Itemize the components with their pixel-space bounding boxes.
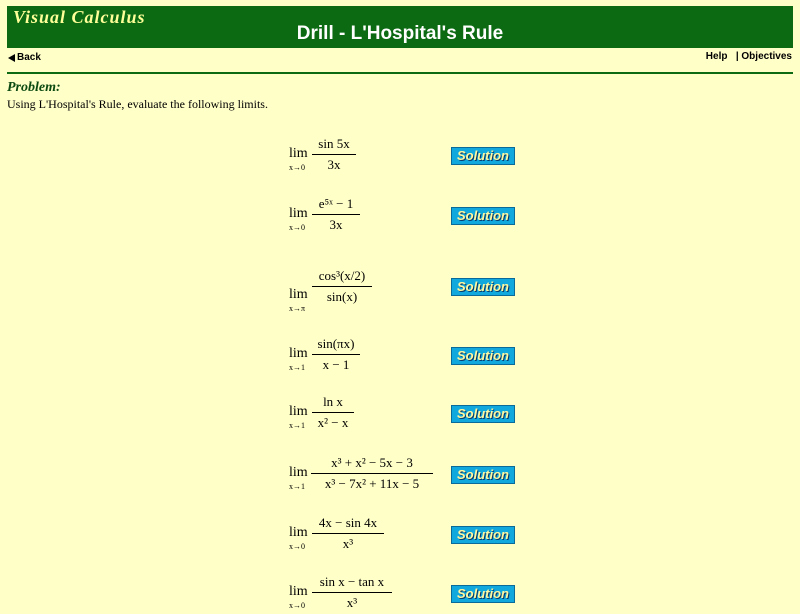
fraction-bar (312, 533, 384, 534)
problem-instructions: Using L'Hospital's Rule, evaluate the following limits. (7, 97, 268, 111)
fraction-bar (312, 214, 360, 215)
limit-fraction (312, 336, 360, 373)
lim-approach: x→π (289, 304, 306, 313)
solution-button-3[interactable]: Solution (451, 278, 515, 296)
denominator: x³ (346, 595, 358, 610)
limit-row-5 (287, 394, 527, 434)
fraction-bar (311, 473, 433, 474)
denominator: x³ − 7x² + 11x − 5 (324, 476, 420, 491)
back-button[interactable] (8, 52, 41, 63)
numerator: e⁵ˣ − 1 (318, 196, 354, 211)
denominator: 3x (329, 217, 343, 232)
limit-fraction (312, 136, 356, 173)
lim-label: lim (289, 206, 308, 221)
fraction-bar (312, 154, 356, 155)
page-title: Drill - L'Hospital's Rule (296, 23, 504, 44)
solution-button-8[interactable]: Solution (451, 585, 515, 603)
lim-label: lim (289, 287, 308, 302)
limit-row-3 (287, 262, 527, 318)
lim-approach: x→1 (289, 421, 305, 430)
limit-fraction (311, 455, 433, 492)
limit-fraction (312, 574, 392, 611)
lim-label: lim (289, 465, 308, 480)
limit-fraction (312, 515, 384, 552)
limit-row-4 (287, 336, 527, 376)
back-arrow-icon (8, 54, 15, 62)
solution-button-1[interactable]: Solution (451, 147, 515, 165)
top-links (706, 51, 792, 62)
denominator: x − 1 (322, 357, 350, 372)
header-divider (7, 72, 793, 74)
lim-label: lim (289, 146, 308, 161)
fraction-bar (312, 286, 372, 287)
header-banner (7, 6, 793, 48)
numerator: ln x (323, 394, 343, 409)
denominator: x³ (342, 536, 354, 551)
problem-label: Problem: (7, 80, 61, 95)
limit-row-7 (287, 515, 527, 555)
lim-label: lim (289, 346, 308, 361)
lim-approach: x→1 (289, 482, 305, 491)
solution-button-6[interactable]: Solution (451, 466, 515, 484)
fraction-bar (312, 412, 354, 413)
limit-fraction (312, 268, 372, 305)
numerator: sin(πx) (317, 336, 355, 351)
numerator: sin x − tan x (319, 574, 385, 589)
solution-button-4[interactable]: Solution (451, 347, 515, 365)
objectives-link[interactable]: Objectives (741, 51, 792, 62)
fraction-bar (312, 354, 360, 355)
lim-approach: x→0 (289, 163, 305, 172)
solution-button-5[interactable]: Solution (451, 405, 515, 423)
solution-button-7[interactable]: Solution (451, 526, 515, 544)
numerator: cos³(x/2) (318, 268, 366, 283)
numerator: 4x − sin 4x (318, 515, 378, 530)
limit-row-8 (287, 574, 527, 614)
limit-fraction (312, 196, 360, 233)
lim-label: lim (289, 584, 308, 599)
numerator: x³ + x² − 5x − 3 (331, 455, 413, 470)
denominator: sin(x) (326, 289, 358, 304)
limit-fraction (312, 394, 354, 431)
back-label: Back (17, 52, 41, 63)
limit-row-1 (287, 136, 527, 176)
lim-approach: x→1 (289, 363, 305, 372)
fraction-bar (312, 592, 392, 593)
limit-row-2 (287, 196, 527, 236)
solution-button-2[interactable]: Solution (451, 207, 515, 225)
lim-label: lim (289, 404, 308, 419)
help-link[interactable]: Help (705, 51, 728, 62)
lim-label: lim (289, 525, 308, 540)
lim-approach: x→0 (289, 601, 305, 610)
limit-row-6 (287, 455, 527, 495)
denominator: x² − x (317, 415, 349, 430)
lim-approach: x→0 (289, 223, 305, 232)
link-separator: | (735, 51, 739, 62)
visual-calculus-logo[interactable]: Visual Calculus (13, 7, 146, 27)
denominator: 3x (327, 157, 341, 172)
numerator: sin 5x (318, 136, 350, 151)
lim-approach: x→0 (289, 542, 305, 551)
